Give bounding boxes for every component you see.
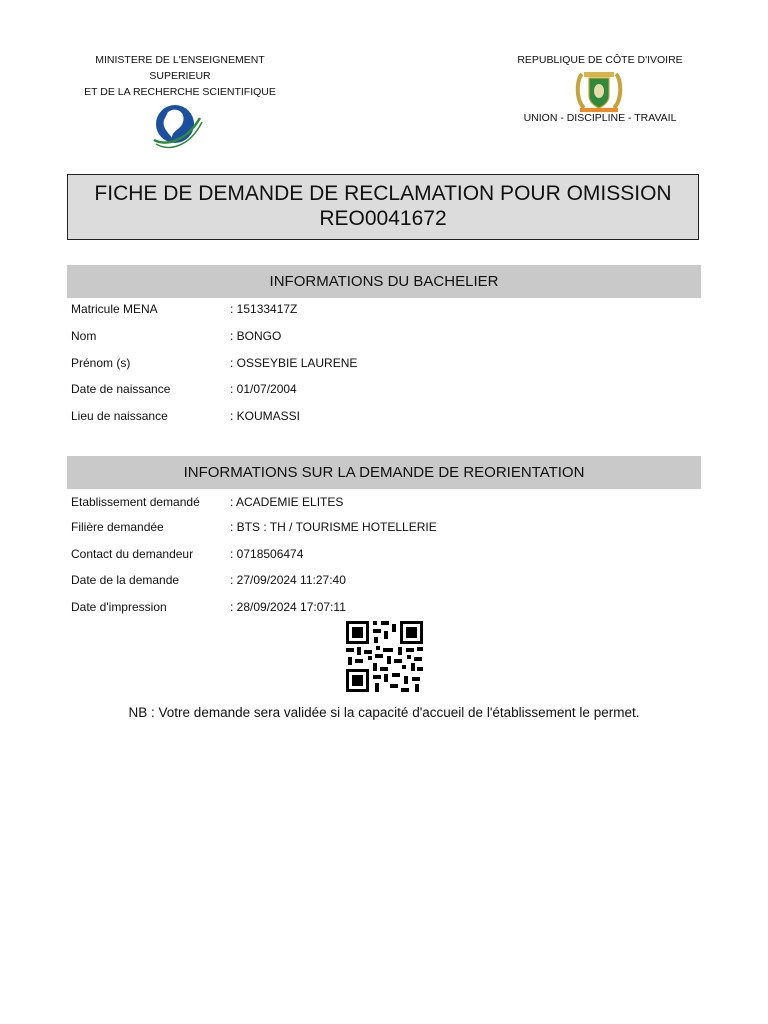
row-label: Prénom (s) bbox=[71, 356, 131, 370]
row-value: : 27/09/2024 11:27:40 bbox=[230, 573, 346, 587]
republic-header bbox=[500, 52, 700, 68]
row-value: : ACADEMIE ELITES bbox=[230, 495, 344, 509]
row-value: : 15133417Z bbox=[230, 302, 298, 316]
row-label: Date d'impression bbox=[71, 600, 167, 614]
title-line-1: FICHE DE DEMANDE DE RECLAMATION POUR OMISSION bbox=[94, 182, 672, 205]
row-label: Matricule MENA bbox=[71, 302, 158, 316]
section-demande-heading: INFORMATIONS SUR LA DEMANDE DE REORIENTATION bbox=[67, 456, 701, 489]
row-label: Date de naissance bbox=[71, 382, 171, 396]
ministry-line-2: SUPERIEUR bbox=[149, 70, 211, 82]
title-reference: REO0041672 bbox=[319, 207, 447, 230]
row-value: : BONGO bbox=[230, 329, 282, 343]
row-label: Contact du demandeur bbox=[71, 547, 194, 561]
row-value: : KOUMASSI bbox=[230, 409, 301, 423]
qr-code-icon bbox=[346, 621, 423, 692]
republic-name: REPUBLIQUE DE CÔTE D'IVOIRE bbox=[517, 54, 683, 66]
row-value: : 28/09/2024 17:07:11 bbox=[230, 600, 346, 614]
row-value: : 01/07/2004 bbox=[230, 382, 297, 396]
section-bachelier-heading: INFORMATIONS DU BACHELIER bbox=[67, 265, 701, 298]
ministry-line-1: MINISTERE DE L'ENSEIGNEMENT bbox=[95, 54, 265, 66]
ministry-logo-icon bbox=[150, 100, 204, 154]
row-value: : 0718506474 bbox=[230, 547, 304, 561]
row-value: : BTS : TH / TOURISME HOTELLERIE bbox=[230, 520, 437, 534]
coat-of-arms-icon bbox=[574, 70, 624, 114]
row-label: Date de la demande bbox=[71, 573, 180, 587]
row-label: Etablissement demandé bbox=[71, 495, 200, 509]
row-label: Filière demandée bbox=[71, 520, 164, 534]
ministry-line-3: ET DE LA RECHERCHE SCIENTIFIQUE bbox=[84, 86, 276, 98]
ministry-header bbox=[70, 52, 290, 100]
row-label: Lieu de naissance bbox=[71, 409, 168, 423]
national-motto: UNION - DISCIPLINE - TRAVAIL bbox=[523, 112, 677, 124]
row-label: Nom bbox=[71, 329, 97, 343]
nb-note: NB : Votre demande sera validée si la capacité d'accueil de l'établissement le permet. bbox=[128, 705, 640, 720]
row-value: : OSSEYBIE LAURENE bbox=[230, 356, 358, 370]
document-title bbox=[67, 174, 699, 240]
